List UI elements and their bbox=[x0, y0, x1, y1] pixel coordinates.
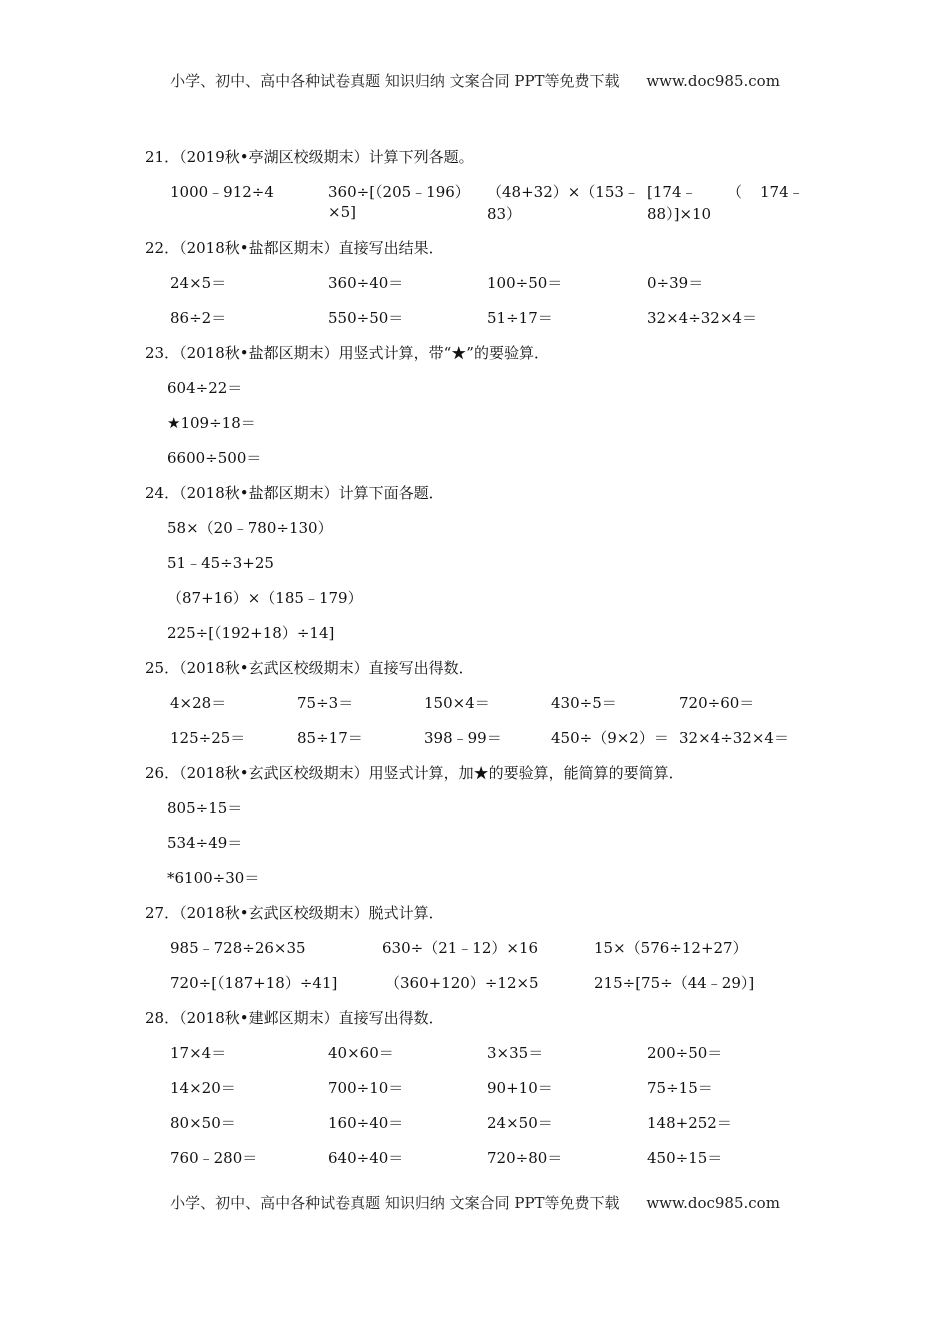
q28-item: 200÷50＝ bbox=[647, 1044, 723, 1062]
q25-item: 85÷17＝ bbox=[297, 729, 363, 747]
q28-item: 80×50＝ bbox=[170, 1114, 236, 1132]
q28-item: 14×20＝ bbox=[170, 1079, 236, 1097]
q25-item: 75÷3＝ bbox=[297, 694, 354, 712]
footer-text: 小学、初中、高中各种试卷真题 知识归纳 文案合同 PPT等免费下载 bbox=[170, 1194, 620, 1212]
footer-site: www.doc985.com bbox=[646, 1194, 780, 1212]
q23-item: 6600÷500＝ bbox=[167, 449, 262, 467]
q25-item: 398﹣99＝ bbox=[424, 729, 502, 747]
q25-item: 720÷60＝ bbox=[679, 694, 755, 712]
question-26-title: 26．（2018秋•玄武区校级期末）用竖式计算，加★的要验算，能简算的要简算． bbox=[145, 764, 684, 782]
q22-item: 360÷40＝ bbox=[328, 274, 404, 292]
q27-item: 630÷（21﹣12）×16 bbox=[382, 939, 539, 957]
question-22-title: 22．（2018秋•盐都区期末）直接写出结果． bbox=[145, 239, 444, 257]
q27-item: 215÷[75÷（44﹣29）] bbox=[594, 974, 755, 992]
q26-item: 805÷15＝ bbox=[167, 799, 243, 817]
q28-item: 450÷15＝ bbox=[647, 1149, 723, 1167]
q25-item: 430÷5＝ bbox=[551, 694, 617, 712]
q25-item: 32×4÷32×4＝ bbox=[679, 729, 789, 747]
q27-item: 720÷[（187+18）÷41] bbox=[170, 974, 338, 992]
header-text: 小学、初中、高中各种试卷真题 知识归纳 文案合同 PPT等免费下载 bbox=[170, 72, 620, 90]
q28-item: 640÷40＝ bbox=[328, 1149, 404, 1167]
q24-item: （87+16）×（185﹣179） bbox=[167, 589, 363, 607]
q21-item: 174﹣ bbox=[760, 183, 804, 201]
q25-item: 450÷（9×2）＝ bbox=[551, 729, 669, 747]
q24-item: 51﹣45÷3+25 bbox=[167, 554, 274, 572]
q24-item: 58×（20﹣780÷130） bbox=[167, 519, 333, 537]
question-27-title: 27．（2018秋•玄武区校级期末）脱式计算． bbox=[145, 904, 444, 922]
question-24-title: 24．（2018秋•盐都区期末）计算下面各题． bbox=[145, 484, 444, 502]
page-footer bbox=[0, 1192, 950, 1213]
q22-item: 100÷50＝ bbox=[487, 274, 563, 292]
q22-item: 86÷2＝ bbox=[170, 309, 227, 327]
q21-item: 360÷[（205﹣196） bbox=[328, 183, 470, 201]
q22-item: 51÷17＝ bbox=[487, 309, 553, 327]
q26-item: *6100÷30＝ bbox=[167, 869, 260, 887]
q27-item: （360+120）÷12×5 bbox=[385, 974, 539, 992]
q27-item: 15×（576÷12+27） bbox=[594, 939, 748, 957]
q21-item: 83） bbox=[487, 205, 522, 223]
question-25-title: 25．（2018秋•玄武区校级期末）直接写出得数． bbox=[145, 659, 474, 677]
q21-item: 88）]×10 bbox=[647, 205, 712, 223]
q22-item: 24×5＝ bbox=[170, 274, 227, 292]
q28-item: 700÷10＝ bbox=[328, 1079, 404, 1097]
q25-item: 150×4＝ bbox=[424, 694, 490, 712]
q22-item: 32×4÷32×4＝ bbox=[647, 309, 757, 327]
q28-item: 160÷40＝ bbox=[328, 1114, 404, 1132]
q22-item: 550÷50＝ bbox=[328, 309, 404, 327]
q28-item: 40×60＝ bbox=[328, 1044, 394, 1062]
q21-item: （ bbox=[727, 183, 743, 201]
page-header bbox=[0, 70, 950, 91]
q23-item: ★109÷18＝ bbox=[167, 414, 256, 432]
q23-item: 604÷22＝ bbox=[167, 379, 243, 397]
q21-item: （48+32）×（153﹣ bbox=[487, 183, 639, 201]
question-23-title: 23．（2018秋•盐都区期末）用竖式计算，带“★”的要验算． bbox=[145, 344, 549, 362]
q28-item: 3×35＝ bbox=[487, 1044, 544, 1062]
q24-item: 225÷[（192+18）÷14] bbox=[167, 624, 335, 642]
q25-item: 4×28＝ bbox=[170, 694, 227, 712]
q28-item: 24×50＝ bbox=[487, 1114, 553, 1132]
q22-item: 0÷39＝ bbox=[647, 274, 704, 292]
question-21-title: 21．（2019秋•亭湖区校级期末）计算下列各题。 bbox=[145, 148, 474, 166]
q21-item: 1000﹣912÷4 bbox=[170, 183, 274, 201]
q27-item: 985﹣728÷26×35 bbox=[170, 939, 306, 957]
q28-item: 75÷15＝ bbox=[647, 1079, 713, 1097]
question-28-title: 28．（2018秋•建邺区期末）直接写出得数． bbox=[145, 1009, 444, 1027]
q21-item: ×5] bbox=[328, 203, 356, 221]
q28-item: 90+10＝ bbox=[487, 1079, 553, 1097]
q21-item: [174﹣ bbox=[647, 183, 697, 201]
q28-item: 760﹣280＝ bbox=[170, 1149, 258, 1167]
q28-item: 17×4＝ bbox=[170, 1044, 227, 1062]
q26-item: 534÷49＝ bbox=[167, 834, 243, 852]
q28-item: 148+252＝ bbox=[647, 1114, 732, 1132]
q28-item: 720÷80＝ bbox=[487, 1149, 563, 1167]
q25-item: 125÷25＝ bbox=[170, 729, 246, 747]
header-site: www.doc985.com bbox=[646, 72, 780, 90]
